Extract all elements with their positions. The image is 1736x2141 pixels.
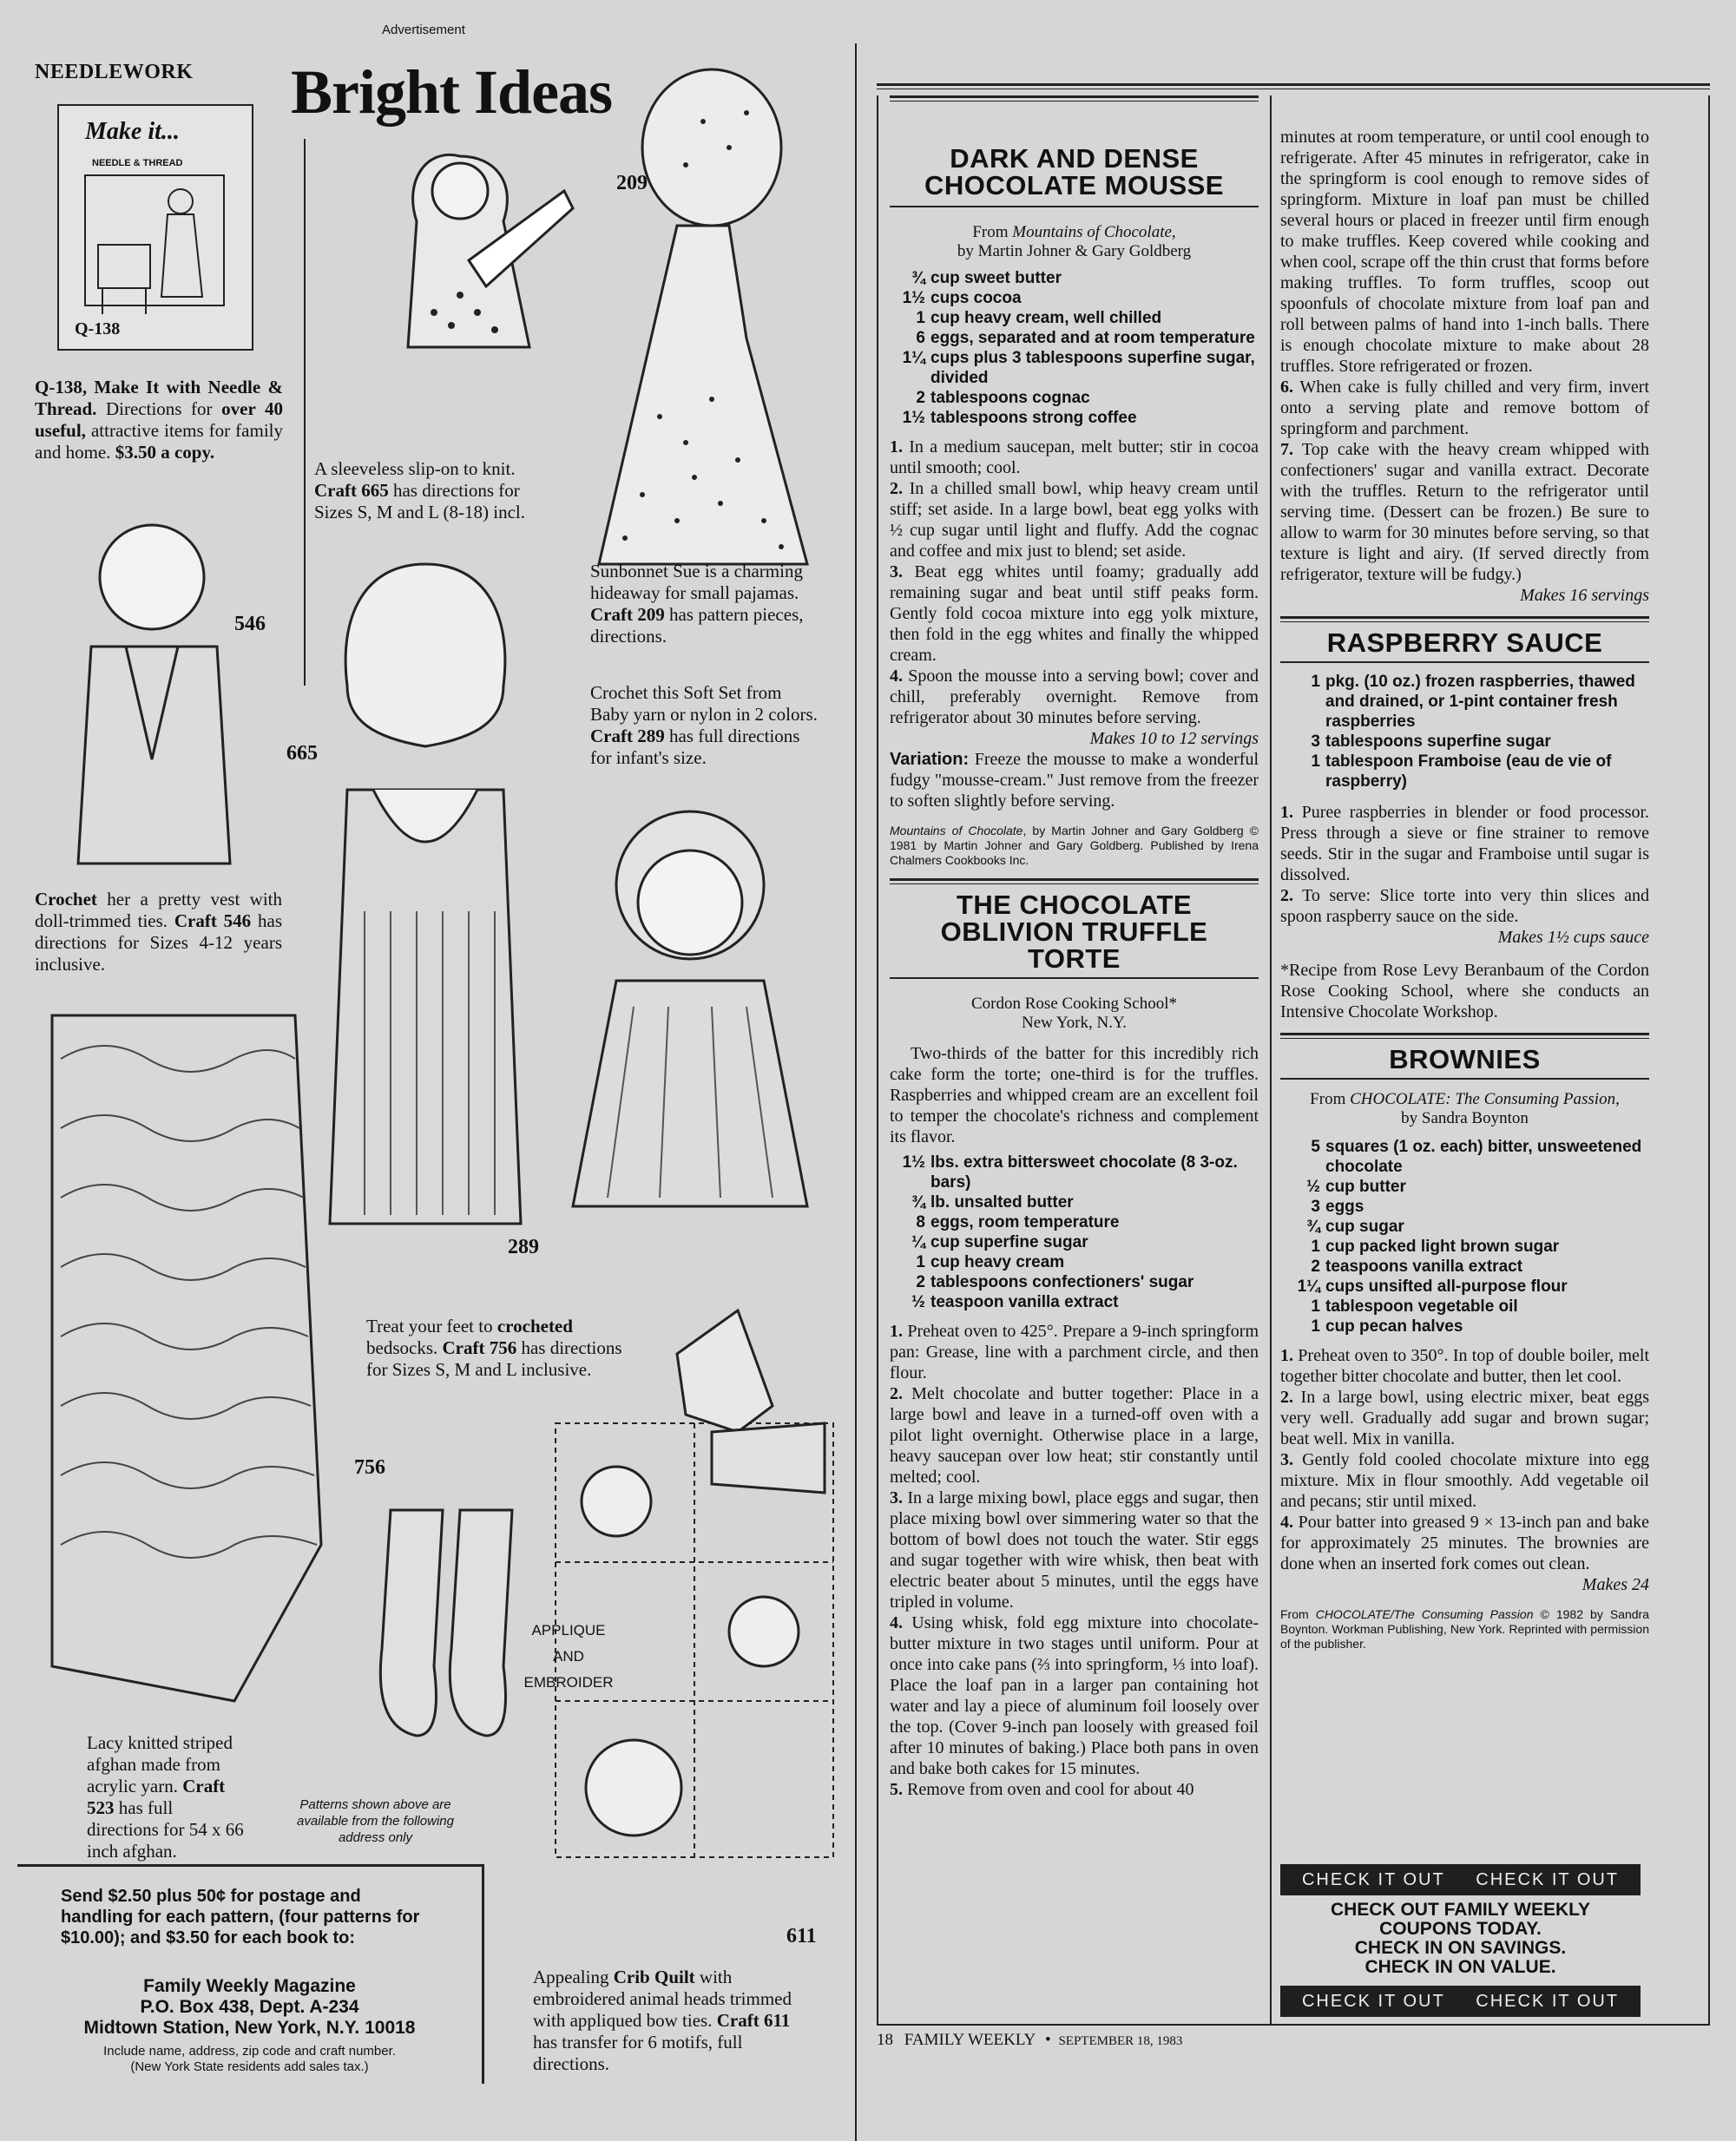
ingredient-text: tablespoons superfine sugar xyxy=(1325,732,1551,751)
address-line-3: Midtown Station, New York, N.Y. 10018 xyxy=(83,2018,416,2038)
column-rule-middle xyxy=(1270,95,1272,2024)
lacy-afghan-illustration xyxy=(35,1007,330,1718)
ingredient-quantity: 3 xyxy=(1311,732,1320,751)
ingredient-text: cups cocoa xyxy=(930,289,1022,307)
caption-craft665: A sleeveless slip-on to knit. Craft 665 has directions for Sizes S, M and L (8-18) incl. xyxy=(314,458,526,522)
ingredient-text: eggs xyxy=(1325,1198,1364,1216)
brownies-source: From CHOCOLATE: The Consuming Passion, by Sandra Boynton xyxy=(1310,1090,1620,1127)
ingredient-item xyxy=(1289,1297,1649,1317)
torte-source: Cordon Rose Cooking School* New York, N.Y. xyxy=(971,995,1177,1032)
torte-title-3: TORTE xyxy=(1028,943,1121,974)
ingredient-item xyxy=(894,328,1259,348)
ingredient-text: tablespoon Framboise (eau de vie of raspberry) xyxy=(1325,752,1612,791)
torte-ingredients xyxy=(890,1153,1259,1312)
ingredient-quantity: 1 xyxy=(916,1253,925,1271)
ingredient-quantity: 1½ xyxy=(902,289,925,307)
page-divider xyxy=(855,43,857,2141)
knit-girl-doll-illustration xyxy=(356,139,590,356)
ingredient-item xyxy=(1289,1137,1649,1177)
ingredient-text: cup superfine sugar xyxy=(930,1233,1088,1251)
ingredient-item xyxy=(1289,1237,1649,1257)
ingredient-quantity: 5 xyxy=(1311,1138,1320,1156)
ingredient-quantity: 2 xyxy=(916,1273,925,1291)
ingredient-text: cup heavy cream xyxy=(930,1253,1065,1271)
raspberry-yield: Makes 1½ cups sauce xyxy=(1497,928,1649,947)
column-rule-left xyxy=(877,95,878,2024)
check-it-out-3: CHECK IT OUT xyxy=(1301,1992,1445,2011)
headline: Bright Ideas xyxy=(291,57,613,127)
ingredient-item xyxy=(1289,1177,1649,1197)
brownies-rule xyxy=(1280,1033,1649,1039)
ingredient-text: cup butter xyxy=(1325,1178,1406,1196)
section-label: NEEDLEWORK xyxy=(35,61,194,83)
brownies-yield: Makes 24 xyxy=(1581,1575,1649,1594)
ingredient-text: cups unsifted all-purpose flour xyxy=(1325,1277,1568,1296)
ingredient-quantity: ¾ xyxy=(911,1193,925,1212)
ingredient-text: lb. unsalted butter xyxy=(930,1193,1074,1212)
coupon-line-4: CHECK IN ON VALUE. xyxy=(1364,1957,1556,1977)
ingredient-text: cup sugar xyxy=(1325,1218,1404,1236)
caption-q138: Q-138, Make It with Needle & Thread. Directions for over 40 useful, attractive items for family and home. $3.50 a copy. xyxy=(35,377,283,463)
ingredient-item xyxy=(894,1292,1259,1312)
book-cover-title: Make it... xyxy=(85,118,180,145)
ingredient-quantity: 1 xyxy=(1311,1238,1320,1256)
ingredient-text: tablespoons cognac xyxy=(930,389,1090,407)
ingredient-item xyxy=(894,268,1259,288)
ingredient-quantity: 1½ xyxy=(902,1153,925,1172)
mousse-rule xyxy=(890,95,1259,102)
ingredient-quantity: ¼ xyxy=(911,1233,925,1251)
torte-yield: Makes 16 servings xyxy=(1520,586,1649,605)
mousse-title-rule xyxy=(890,206,1259,207)
raspberry-title-rule xyxy=(1280,661,1649,663)
caption-craft611: Appealing Crib Quilt with embroidered animal heads trimmed with appliqued bow ties. Craft 611 has transfer for 6 motifs, full directions. xyxy=(533,1967,792,2074)
ingredient-item xyxy=(894,388,1259,408)
ingredient-item xyxy=(894,1232,1259,1252)
ingredient-text: eggs, room temperature xyxy=(930,1213,1120,1231)
mousse-variation: Variation: Freeze the mousse to make a wonderful fudgy "mousse-cream." Just remove from the freezer to soften slightly before serving. xyxy=(890,750,1259,811)
ingredient-quantity: ½ xyxy=(1306,1178,1320,1196)
brownies-title-rule xyxy=(1280,1078,1649,1080)
fine-print-1: Include name, address, zip code and craft number. xyxy=(103,2044,396,2059)
ingredient-text: cups plus 3 tablespoons superfine sugar, divided xyxy=(930,349,1255,387)
ingredient-quantity: 1 xyxy=(1311,673,1320,691)
crib-quilt-illustration xyxy=(538,1302,838,1866)
ingredient-item xyxy=(1289,1317,1649,1336)
torte-intro: Two-thirds of the batter for this incredibly rich cake form the torte; one-third is for the truffles. Raspberries and whipped cream are an excellent foil to temper the chocolate's richness and complement its flavor. xyxy=(890,1044,1259,1146)
address-line-2: P.O. Box 438, Dept. A-234 xyxy=(140,1997,359,2017)
ingredient-text: cup pecan halves xyxy=(1325,1317,1463,1336)
coupon-line-1: CHECK OUT FAMILY WEEKLY xyxy=(1330,1900,1591,1920)
advertisement-label: Advertisement xyxy=(382,23,465,37)
ingredient-text: cup sweet butter xyxy=(930,269,1062,287)
patterns-note: Patterns shown above are available from the following address only xyxy=(297,1797,454,1845)
ingredient-text: tablespoons strong coffee xyxy=(930,409,1137,427)
recipe-column-1 xyxy=(890,95,1259,1800)
ingredient-item xyxy=(1289,1277,1649,1297)
caption-craft209: Sunbonnet Sue is a charming hideaway for small pajamas. Craft 209 has pattern pieces, directions. xyxy=(590,561,804,647)
mousse-credit: Mountains of Chocolate, by Martin Johner and Gary Goldberg © 1981 by Martin Johner and Gary Goldberg. Published by Irena Chalmers Cookbooks Inc. xyxy=(890,824,1259,867)
mousse-title-2: CHOCOLATE MOUSSE xyxy=(924,170,1224,200)
column-rule-right xyxy=(1708,95,1710,2024)
caption-craft546: Crochet her a pretty vest with doll-trimmed ties. Craft 546 has directions for Sizes 4-12 years inclusive. xyxy=(35,889,282,975)
book-cover-illustration xyxy=(57,104,253,351)
ingredient-item xyxy=(894,1212,1259,1232)
knit-tank-top-illustration xyxy=(295,547,556,1241)
page-footer xyxy=(877,2031,1182,2050)
coupon-line-3: CHECK IN ON SAVINGS. xyxy=(1354,1938,1567,1958)
check-it-out-bar-bottom[interactable] xyxy=(1280,1986,1641,2017)
recipe-column-2 xyxy=(1280,127,1649,1652)
ingredient-item xyxy=(1289,752,1649,791)
mousse-steps: 1. In a medium saucepan, melt butter; stir in cocoa until smooth; cool. 2. In a chilled small bowl, whip heavy cream until stiff; set aside. In a large bowl, beat egg yolks with ½ cup sugar until light and fluffy. Add the cognac and coffee and mix just to blend; set aside. 3. Beat egg whites until foamy; gradually add remaining sugar and beat until stiff peaks form. Gently fold cocoa mixture into egg yolk mixture, then fold in the egg whites and finally the whipped cream. 4. Spoon the mousse into a serving bowl; cover and chill, preferably overnight. Remove from refrigerator about 30 minutes before serving. Makes 10 to 12 servings xyxy=(890,437,1259,748)
torte-continued: minutes at room temperature, or until cool enough to refrigerate. After 45 minutes in refrigerator, cake in the springform is cool enough to remove sides of springform. Mixture in loaf pan must be chilled several hours or placed in freezer until firm enough to make truffles. Keep covered while cooking and when cool, scrape off the thin crust that forms before making truffles. To form truffles, scoop out spoonfuls of chocolate mixture from loaf pan and roll between palms of hand into 1-inch balls. There is enough chocolate mixture to make about 28 truffles. Store refrigerated or frozen. 6. When cake is fully chilled and very firm, invert onto a serving plate and remove bottom of springform and parchment. 7. Top cake with the heavy cream whipped with confectioners' sugar and vanilla extract. Decorate with the truffles. Return to the refrigerator until serving time. (Dessert can be frozen.) Be sure to allow to warm for 30 minutes before serving, so that texture is light and airy. (If served directly from refrigerator, texture will be fudgy.) xyxy=(1280,128,1649,584)
torte-title-rule xyxy=(890,977,1259,979)
caption-craft756: Treat your feet to crocheted bedsocks. Craft 756 has directions for Sizes S, M and L inclusive. xyxy=(366,1316,622,1380)
ingredient-quantity: ¾ xyxy=(1306,1218,1320,1236)
order-instructions: Send $2.50 plus 50¢ for postage and handling for each pattern, (four patterns for $10.00); and $3.50 for each book to: xyxy=(61,1887,420,1947)
ingredient-item xyxy=(894,1272,1259,1292)
ingredient-quantity: 1 xyxy=(916,309,925,327)
ingredient-item xyxy=(1289,672,1649,732)
ingredient-quantity: ¾ xyxy=(911,269,925,287)
coupon-box xyxy=(1280,1864,1641,2017)
sunbonnet-sue-illustration xyxy=(573,52,825,573)
ingredient-item xyxy=(894,408,1259,428)
raspberry-footnote: *Recipe from Rose Levy Beranbaum of the Cordon Rose Cooking School, where she conducts an Intensive Chocolate Workshop. xyxy=(1280,961,1649,1021)
ingredient-text: cup heavy cream, well chilled xyxy=(930,309,1162,327)
caption-craft289: Crochet this Soft Set from Baby yarn or nylon in 2 colors. Craft 289 has full directions for infant's size. xyxy=(590,682,818,768)
page-number: 18 xyxy=(877,2031,893,2049)
craft-number-665: 665 xyxy=(286,742,318,765)
ingredient-quantity: 8 xyxy=(916,1213,925,1231)
order-box xyxy=(17,1864,484,2084)
ingredient-item xyxy=(894,1153,1259,1192)
brownies-steps: 1. Preheat oven to 350°. In top of double boiler, melt together bitter chocolate and butter, then let cool. 2. In a large bowl, using electric mixer, beat eggs very well. Gradually add sugar and brown sugar; beat well. Mix in vanilla. 3. Gently fold cooled chocolate mixture into egg mixture. Mix in flour smoothly. Add vegetable oil and pecans; stir until mixed. 4. Pour batter into greased 9 × 13-inch pan and bake for approximately 25 minutes. The brownies are done when an inserted fork comes out clean. xyxy=(1280,1346,1649,1573)
ingredient-item xyxy=(894,288,1259,308)
ingredient-item xyxy=(1289,1257,1649,1277)
issue-date: SEPTEMBER 18, 1983 xyxy=(1058,2034,1183,2048)
craft-number-546: 546 xyxy=(234,613,266,635)
ingredient-quantity: 1¼ xyxy=(1297,1277,1320,1296)
mousse-source: From Mountains of Chocolate, by Martin Johner & Gary Goldberg xyxy=(957,223,1192,260)
caption-craft523: Lacy knitted striped afghan made from acrylic yarn. Craft 523 has full directions for 54 x 66 inch afghan. xyxy=(87,1732,244,1862)
ingredient-quantity: 3 xyxy=(1311,1198,1320,1216)
ingredient-item xyxy=(894,1192,1259,1212)
book-cover-subtitle: NEEDLE & THREAD xyxy=(92,158,183,168)
ingredient-text: cup packed light brown sugar xyxy=(1325,1238,1560,1256)
ingredient-quantity: 1 xyxy=(1311,752,1320,771)
separator-dot: • xyxy=(1045,2031,1051,2049)
ingredient-text: tablespoon vegetable oil xyxy=(1325,1297,1518,1316)
applique-label: APPLIQUE AND EMBROIDER xyxy=(523,1622,614,1691)
ingredient-item xyxy=(894,1252,1259,1272)
ingredient-text: squares (1 oz. each) bitter, unsweetened chocolate xyxy=(1325,1138,1642,1176)
check-it-out-2: CHECK IT OUT xyxy=(1476,1870,1620,1889)
mousse-title-1: DARK AND DENSE xyxy=(950,143,1199,174)
raspberry-ingredients xyxy=(1280,672,1649,791)
ingredient-text: eggs, separated and at room temperature xyxy=(930,329,1255,347)
top-rule xyxy=(877,83,1710,89)
ingredient-quantity: 1 xyxy=(1311,1297,1320,1316)
torte-rule xyxy=(890,878,1259,884)
baby-crochet-set-illustration xyxy=(538,790,842,1232)
check-it-out-4: CHECK IT OUT xyxy=(1476,1992,1620,2011)
ingredient-text: teaspoon vanilla extract xyxy=(930,1293,1119,1311)
ingredient-item xyxy=(1289,1217,1649,1237)
craft-number-756: 756 xyxy=(354,1456,385,1479)
book-cover-code: Q-138 xyxy=(75,319,121,338)
ingredient-item xyxy=(894,308,1259,328)
check-it-out-bar-top[interactable] xyxy=(1280,1864,1641,1895)
raspberry-title: RASPBERRY SAUCE xyxy=(1326,627,1603,658)
ingredient-quantity: 1 xyxy=(1311,1317,1320,1336)
crochet-vest-illustration xyxy=(65,499,247,872)
ingredient-item xyxy=(894,348,1259,388)
brownies-credit: From CHOCOLATE/The Consuming Passion © 1982 by Sandra Boynton. Workman Publishing, New York. Reprinted with permission of the publisher. xyxy=(1280,1607,1649,1651)
raspberry-steps: 1. Puree raspberries in blender or food processor. Press through a sieve or fine strainer to remove seeds. Stir in the sugar and Framboise until sugar is dissolved. 2. To serve: Slice torte into very thin slices and spoon raspberry sauce on the side. xyxy=(1280,803,1649,926)
ingredient-text: lbs. extra bittersweet chocolate (8 3-oz. bars) xyxy=(930,1153,1238,1192)
ingredient-quantity: 6 xyxy=(916,329,925,347)
publication-name: FAMILY WEEKLY xyxy=(904,2031,1036,2049)
bedsocks-illustration xyxy=(339,1493,547,1753)
torte-title-2: OBLIVION TRUFFLE xyxy=(940,916,1208,947)
ingredient-quantity: 1½ xyxy=(902,409,925,427)
bottom-rule xyxy=(877,2024,1710,2026)
craft-number-289: 289 xyxy=(508,1236,539,1258)
ingredient-quantity: ½ xyxy=(911,1293,925,1311)
fine-print-2: (New York State residents add sales tax.) xyxy=(130,2059,369,2074)
check-it-out-1: CHECK IT OUT xyxy=(1301,1870,1445,1889)
address-line-1: Family Weekly Magazine xyxy=(143,1976,356,1996)
coupon-line-2: COUPONS TODAY. xyxy=(1379,1919,1542,1939)
brownies-ingredients xyxy=(1280,1137,1649,1336)
ingredient-item xyxy=(1289,1197,1649,1217)
craft-number-611: 611 xyxy=(786,1925,817,1947)
ingredient-text: pkg. (10 oz.) frozen raspberries, thawed and drained, or 1-pint container fresh raspberries xyxy=(1325,673,1635,731)
raspberry-rule xyxy=(1280,616,1649,622)
ingredient-item xyxy=(1289,732,1649,752)
ingredient-quantity: 1¼ xyxy=(902,349,925,367)
craft-number-209: 209 xyxy=(616,172,648,194)
ingredient-quantity: 2 xyxy=(916,389,925,407)
brownies-title: BROWNIES xyxy=(1389,1044,1541,1074)
torte-title-1: THE CHOCOLATE xyxy=(956,890,1193,920)
ingredient-text: teaspoons vanilla extract xyxy=(1325,1258,1523,1276)
torte-steps: 1. Preheat oven to 425°. Prepare a 9-inch springform pan: Grease, line with a parchment circle, and then flour. 2. Melt chocolate and butter together: Place in a large bowl and leave in a turned-off oven with a pilot light overnight. Otherwise place in a large, heavy saucepan over low heat; stir constantly until melted; cool. 3. In a large mixing bowl, place eggs and sugar, then place mixing bowl over simmering water so that the bottom of bowl does not touch the water. Stir eggs and sugar together with wire whisk, then beat with electric beater about 5 minutes, until the eggs have tripled in volume. 4. Using whisk, fold egg mixture into chocolate-butter mixture in two stages until uniform. Pour at once into cake pans (⅔ into springform, ⅓ into loaf). Place the loaf pan in a larger pan containing hot water and lay a piece of aluminum foil loosely over the top. (Cover 9-inch pan loosely with greased foil after 10 minutes of baking.) Place both pans in oven and bake both cakes for 15 minutes. 5. Remove from oven and cool for about 40 xyxy=(890,1322,1259,1799)
ingredient-text: tablespoons confectioners' sugar xyxy=(930,1273,1194,1291)
mousse-ingredients xyxy=(890,268,1259,428)
ingredient-quantity: 2 xyxy=(1311,1258,1320,1276)
